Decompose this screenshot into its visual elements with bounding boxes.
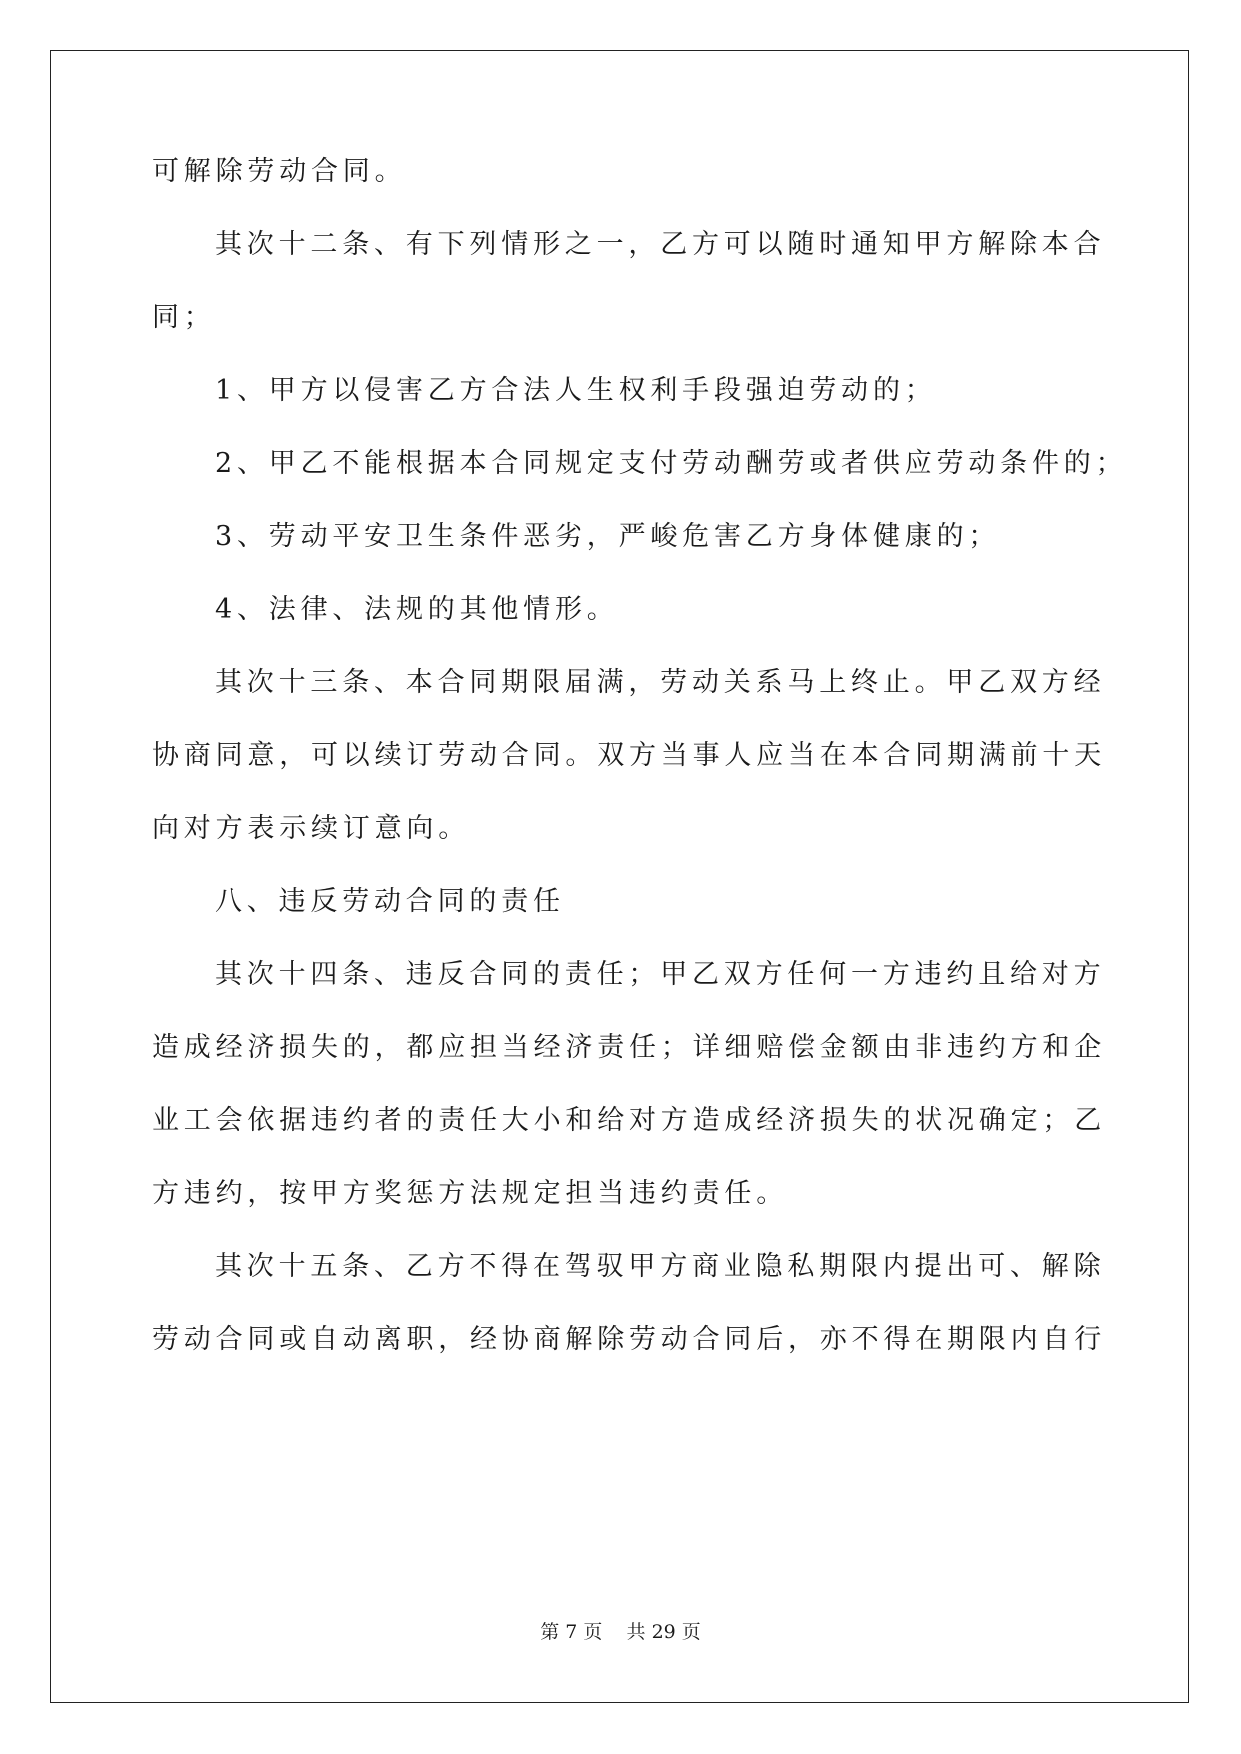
page-number-label: 第 7 页 共 29 页 bbox=[540, 1621, 701, 1643]
text-line: 其次十五条、乙方不得在驾驭甲方商业隐私期限内提出可、解除 bbox=[215, 1251, 1106, 1282]
text-line: 其次十四条、违反合同的责任；甲乙双方任何一方违约且给对方 bbox=[215, 959, 1106, 990]
text-line: 2、甲乙不能根据本合同规定支付劳动酬劳或者供应劳动条件的； bbox=[215, 448, 1128, 479]
text-line: 3、劳动平安卫生条件恶劣，严峻危害乙方身体健康的； bbox=[215, 521, 1001, 552]
text-line: 协商同意，可以续订劳动合同。双方当事人应当在本合同期满前十天 bbox=[152, 740, 1106, 771]
text-line: 1、甲方以侵害乙方合法人生权利手段强迫劳动的； bbox=[215, 375, 937, 406]
text-line: 4、法律、法规的其他情形。 bbox=[215, 594, 619, 625]
text-line: 其次十二条、有下列情形之一，乙方可以随时通知甲方解除本合 bbox=[215, 229, 1106, 260]
page-number bbox=[0, 1620, 1241, 1644]
text-line: 业工会依据违约者的责任大小和给对方造成经济损失的状况确定；乙 bbox=[152, 1105, 1106, 1136]
text-line: 其次十三条、本合同期限届满，劳动关系马上终止。甲乙双方经 bbox=[215, 667, 1106, 698]
text-line: 可解除劳动合同。 bbox=[152, 156, 407, 187]
page-border bbox=[50, 50, 1189, 1703]
text-line: 向对方表示续订意向。 bbox=[152, 813, 470, 844]
text-line: 造成经济损失的，都应担当经济责任；详细赔偿金额由非违约方和企 bbox=[152, 1032, 1106, 1063]
section-heading: 八、违反劳动合同的责任 bbox=[215, 886, 565, 917]
text-line: 劳动合同或自动离职，经协商解除劳动合同后，亦不得在期限内自行 bbox=[152, 1324, 1106, 1355]
text-line: 同； bbox=[152, 302, 216, 333]
text-line: 方违约，按甲方奖惩方法规定担当违约责任。 bbox=[152, 1178, 788, 1209]
